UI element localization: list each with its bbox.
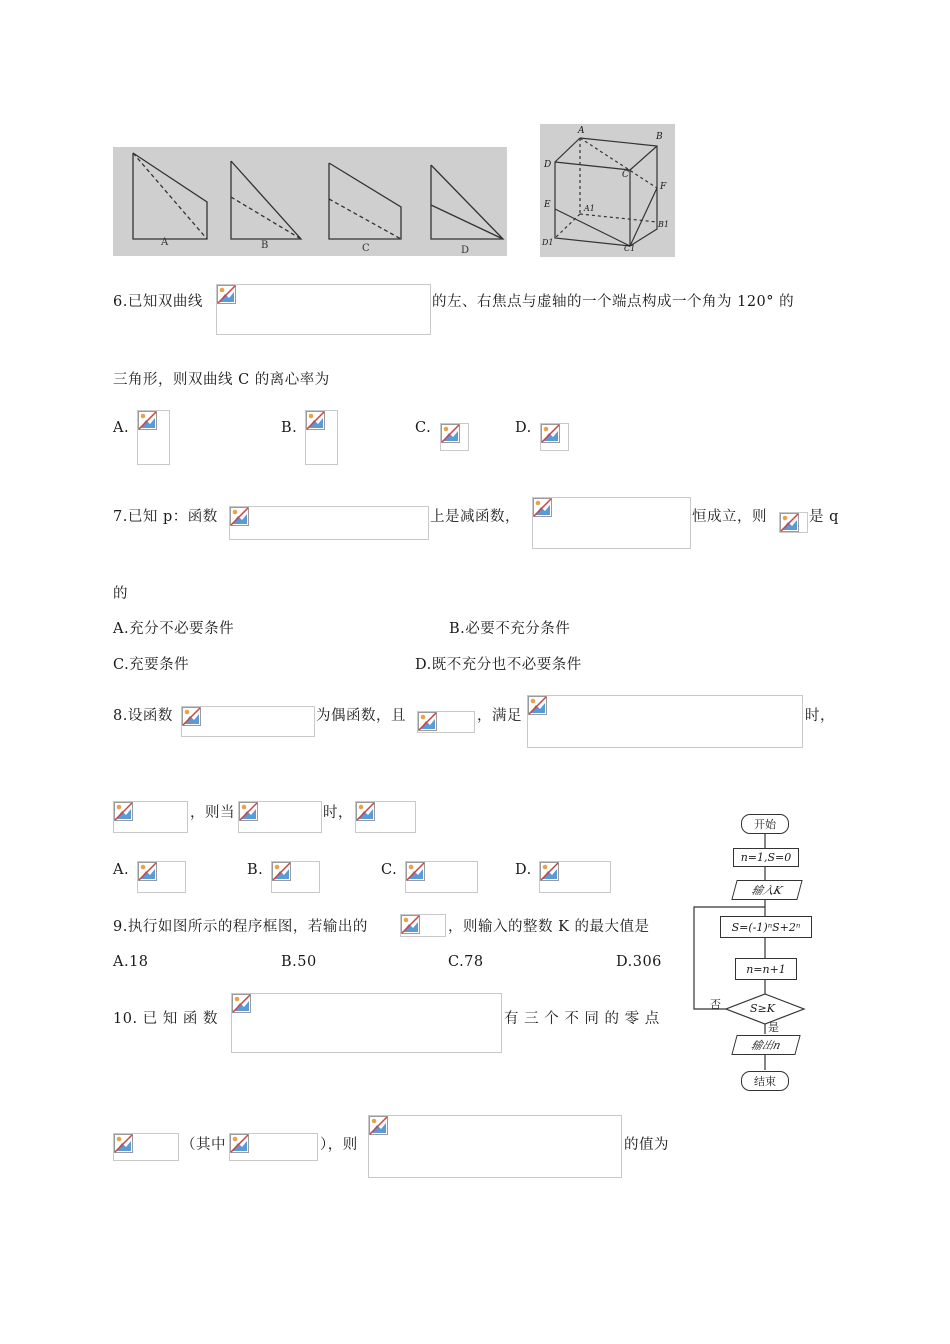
broken-image-icon: [540, 862, 559, 881]
flowchart-init: n=1,S=0: [733, 848, 799, 867]
q7-text-holds: 恒成立，则: [692, 509, 767, 525]
q10-zeros-image: [113, 1133, 179, 1161]
cube-label-e: E: [544, 200, 551, 210]
broken-image-icon: [533, 498, 552, 517]
q8-option-b: B.: [247, 862, 264, 878]
cube-label-d1: D1: [542, 238, 554, 247]
broken-image-icon: [306, 411, 325, 430]
broken-image-icon: [230, 507, 249, 526]
q8-expr-image-3: [355, 801, 416, 833]
broken-image-icon: [441, 424, 460, 443]
cube-label-d: D: [544, 160, 552, 170]
q9-option-d: D.306: [616, 954, 662, 970]
broken-image-icon: [239, 802, 258, 821]
flowchart-update-n: n=n+1: [735, 958, 797, 980]
flowchart-condition: S≥K: [750, 1002, 775, 1015]
q7-text-start: 7.已知 p：函数: [113, 509, 218, 525]
q9-option-c: C.78: [448, 954, 484, 970]
broken-image-icon: [369, 1116, 388, 1135]
broken-image-icon: [418, 712, 437, 731]
q7-text-is-q: 是 q: [809, 509, 839, 525]
solid-label-a: A: [161, 237, 169, 248]
flowchart-input: 输入K: [731, 880, 802, 900]
q6-option-d: D.: [515, 420, 532, 436]
q6-formula-image: [216, 284, 431, 335]
flowchart-end: 结束: [741, 1071, 789, 1091]
q6-text-mid: 的左、右焦点与虚轴的一个端点构成一个角为 120° 的: [432, 294, 795, 310]
q6-option-a: A.: [113, 420, 130, 436]
q6-option-d-image: [540, 423, 569, 451]
q10-text-start: 10. 已 知 函 数: [113, 1011, 218, 1027]
flowchart-yes-label: 是: [768, 1021, 779, 1034]
broken-image-icon: [182, 707, 201, 726]
q7-option-a: A.充分不必要条件: [113, 621, 235, 637]
broken-image-icon: [114, 802, 133, 821]
broken-image-icon: [356, 802, 375, 821]
q10-text-value: 的值为: [624, 1137, 669, 1153]
q8-text-when: 时，: [805, 708, 835, 724]
q6-text-start: 6.已知双曲线: [113, 294, 203, 310]
q6-option-b-image: [305, 410, 338, 465]
q8-text-satisfy: ，满足: [477, 708, 522, 724]
cube-photo: [540, 124, 675, 257]
q7-text-of: 的: [113, 586, 128, 602]
q10-expression-image: [368, 1115, 622, 1178]
broken-image-icon: [272, 862, 291, 881]
q8-condition-image: [417, 711, 475, 733]
solid-label-c: C: [362, 243, 370, 254]
q9-option-a: A.18: [113, 954, 149, 970]
broken-image-icon: [138, 411, 157, 430]
q8-option-b-image: [271, 861, 320, 893]
q8-expr-image-1: [113, 801, 188, 833]
broken-image-icon: [232, 994, 251, 1013]
q7-function-image: [229, 506, 429, 540]
q6-option-c-image: [440, 423, 469, 451]
q7-q-condition-image: [532, 497, 691, 549]
cube-label-b: B: [656, 132, 663, 142]
q8-formula-image: [527, 695, 803, 748]
broken-image-icon: [780, 513, 799, 532]
broken-image-icon: [217, 285, 236, 304]
cube-label-a: A: [578, 126, 585, 136]
q7-option-d: D.既不充分也不必要条件: [415, 657, 582, 673]
q7-option-c: C.充要条件: [113, 657, 190, 673]
q10-text-where: （其中: [181, 1137, 226, 1153]
q6-option-c: C.: [415, 420, 432, 436]
q8-option-c-image: [405, 861, 478, 893]
q6-text-end: 三角形，则双曲线 C 的离心率为: [113, 372, 330, 388]
q10-order-image: [229, 1133, 318, 1161]
broken-image-icon: [401, 915, 420, 934]
q10-function-image: [231, 993, 502, 1053]
broken-image-icon: [230, 1134, 249, 1153]
flowchart-update-s: S=(-1)ⁿS+2ⁿ: [720, 916, 812, 938]
q10-text-zeros: 有 三 个 不 同 的 零 点: [504, 1011, 660, 1027]
q10-text-then: ），则: [320, 1137, 358, 1153]
q9-option-b: B.50: [281, 954, 317, 970]
solid-label-b: B: [261, 240, 269, 251]
q8-option-a: A.: [113, 862, 130, 878]
broken-image-icon: [541, 424, 560, 443]
q9-text-start: 9.执行如图所示的程序框图，若输出的: [113, 919, 368, 935]
solid-label-d: D: [461, 245, 470, 256]
q8-option-d-image: [539, 861, 611, 893]
flowchart-no-label: 否: [710, 998, 721, 1011]
q8-text-even: 为偶函数，且: [316, 708, 406, 724]
cube-label-f: F: [660, 182, 667, 192]
q9-output-image: [400, 914, 446, 937]
broken-image-icon: [406, 862, 425, 881]
q8-option-a-image: [137, 861, 186, 893]
q7-option-b: B.必要不充分条件: [449, 621, 571, 637]
broken-image-icon: [114, 1134, 133, 1153]
cube-label-a1: A1: [584, 204, 595, 213]
broken-image-icon: [528, 696, 547, 715]
cube-label-c: C: [622, 170, 629, 180]
flowchart-output: 输出n: [731, 1035, 800, 1055]
q8-option-d: D.: [515, 862, 532, 878]
q8-text-time: 时，: [323, 805, 353, 821]
q7-text-decreasing: 上是减函数，: [430, 509, 520, 525]
solids-photo: [113, 147, 507, 256]
q6-option-a-image: [137, 410, 170, 465]
q8-expr-image-2: [238, 801, 322, 833]
q8-text-then-when: ，则当: [190, 805, 235, 821]
q9-text-end: ，则输入的整数 K 的最大值是: [448, 919, 650, 935]
q8-option-c: C.: [381, 862, 398, 878]
q7-not-p-image: [779, 512, 808, 533]
q8-text-start: 8.设函数: [113, 708, 173, 724]
q8-function-image: [181, 706, 315, 737]
flowchart-start: 开始: [741, 814, 789, 834]
q6-option-b: B.: [281, 420, 298, 436]
flowchart: [684, 808, 844, 1098]
broken-image-icon: [138, 862, 157, 881]
cube-label-b1: B1: [658, 220, 669, 229]
cube-label-c1: C1: [624, 244, 636, 253]
